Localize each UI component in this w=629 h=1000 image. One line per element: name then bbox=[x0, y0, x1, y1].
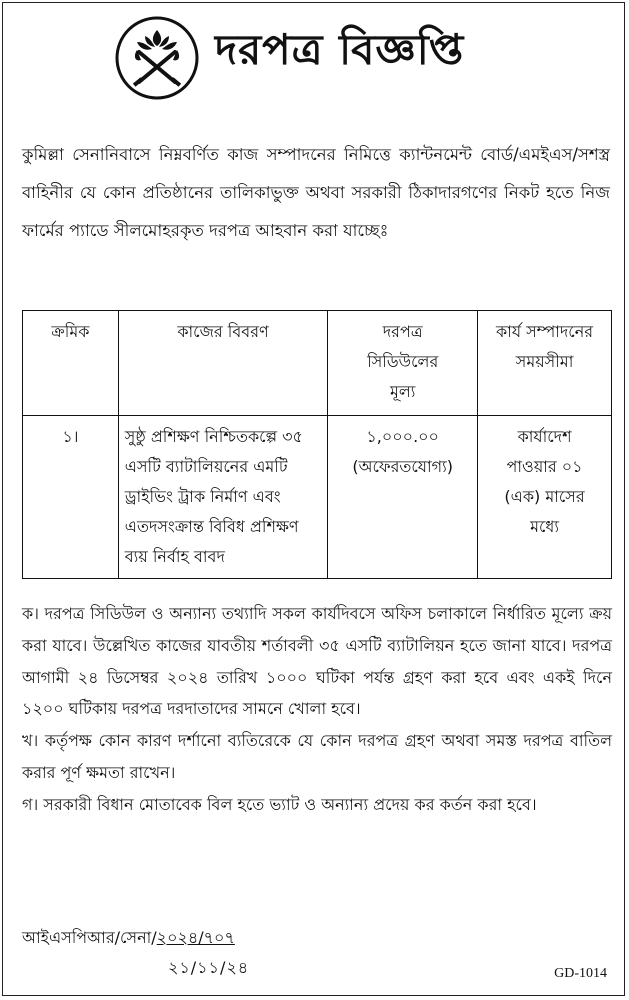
price-note: (অফেরতযোগ্য) bbox=[352, 457, 454, 476]
memo-date: ২১/১১/২৪ bbox=[168, 958, 250, 977]
crossed-swords-emblem-icon bbox=[115, 16, 199, 100]
memo-reference bbox=[22, 928, 235, 948]
document-code: GD-1014 bbox=[554, 966, 607, 981]
price-value: ১,০০০.০০ bbox=[366, 427, 439, 446]
memo-prefix: আইএসপিআর/সেনা/ bbox=[22, 928, 157, 947]
header-price: দরপত্র সিডিউলের মূল্য bbox=[328, 311, 478, 416]
intro-paragraph: কুমিল্লা সেনানিবাসে নিম্নবর্ণিত কাজ সম্পাদনের নিমিত্তে ক্যান্টনমেন্ট বোর্ড/এমইএস/সশস্ত্র বাহিনীর যে কোন প্রতিষ্ঠানের তালিকাভুক্ত অথবা সরকারী ঠিকাদারগণের নিকট হতে নিজ ফার্মের প্যাডে সীলমোহরকৃত দরপত্র আহবান করা যাচ্ছেঃ bbox=[22, 145, 610, 240]
tender-table bbox=[22, 310, 612, 579]
table-row bbox=[23, 416, 612, 579]
header-duration: কার্য সম্পাদনের সময়সীমা bbox=[478, 311, 612, 416]
note-ka: ক। দরপত্র সিডিউল ও অন্যান্য তথ্যাদি সকল কার্যদিবসে অফিস চলাকালে নির্ধারিত মূল্যে ক্রয় করা যাবে। উল্লেখিত কাজের যাবতীয় শর্তাবলী ৩৫ এসটি ব্যাটালিয়ন হতে জানা যাবে। দরপত্র আগামী ২৪ ডিসেম্বর ২০২৪ তারিখ ১০০০ ঘটিকা পর্যন্ত গ্রহণ করা হবে এবং একই দিনে ১২০০ ঘটিকায় দরপত্র দরদাতাদের সামনে খোলা হবে। bbox=[22, 604, 612, 719]
header-serial: ক্রমিক bbox=[23, 311, 119, 416]
notice-title: দরপত্র বিজ্ঞপ্তি bbox=[215, 25, 465, 74]
memo-number: ২০২৪/৭০৭ bbox=[156, 928, 235, 947]
header-description: কাজের বিবরণ bbox=[118, 311, 327, 416]
cell-duration: কার্যাদেশ পাওয়ার ০১ (এক) মাসের মধ্যে bbox=[478, 416, 612, 579]
cell-price bbox=[328, 416, 478, 579]
note-ga: গ। সরকারী বিধান মোতাবেক বিল হতে ভ্যাট ও অন্যান্য প্রদেয় কর কর্তন করা হবে। bbox=[22, 794, 537, 814]
notes-section bbox=[22, 598, 612, 821]
cell-description: সুষ্ঠু প্রশিক্ষণ নিশ্চিতকল্পে ৩৫ এসটি ব্যাটালিয়নের এমটি ড্রাইভিং ট্রাক নির্মাণ এবং এতদসংক্রান্ত বিবিধ প্রশিক্ষণ ব্যয় নির্বাহ বাবদ bbox=[118, 416, 327, 579]
table-header-row bbox=[23, 311, 612, 416]
note-kha: খ। কর্তৃপক্ষ কোন কারণ দর্শানো ব্যতিরেকে যে কোন দরপত্র গ্রহণ অথবা সমস্ত দরপত্র বাতিল করার পূর্ণ ক্ষমতা রাখেন। bbox=[22, 731, 612, 782]
cell-serial: ১। bbox=[23, 416, 119, 579]
